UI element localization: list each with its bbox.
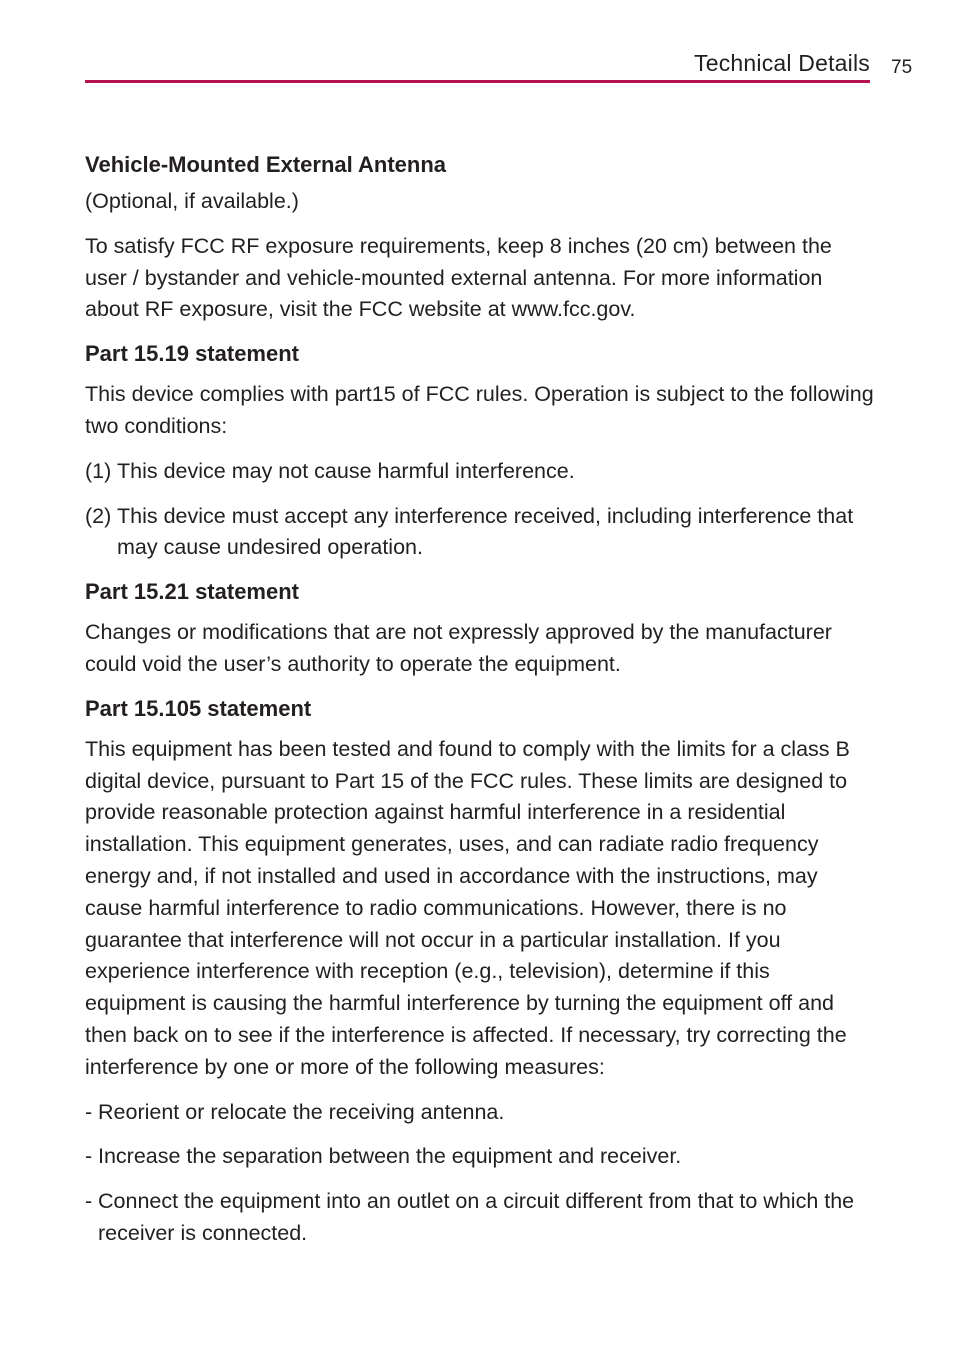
measure-marker: - (85, 1144, 93, 1169)
header-section-title: Technical Details (694, 50, 870, 76)
section-heading-part-15-19: Part 15.19 statement (85, 341, 299, 367)
condition-item (85, 501, 875, 565)
condition-text: This device must accept any interference received, including interference that may cause undesired operation. (117, 503, 854, 560)
section-part-15-21 (85, 577, 875, 681)
section-part-15-19 (85, 339, 875, 564)
condition-marker: (1) (85, 458, 112, 483)
condition-marker: (2) (85, 503, 112, 528)
measure-text: Connect the equipment into an outlet on a circuit different from that to which the receiver is connected. (98, 1189, 855, 1245)
measure-item (85, 1141, 875, 1173)
measure-marker: - (85, 1189, 93, 1214)
section-antenna (85, 150, 875, 326)
condition-text: This device may not cause harmful interference. (117, 458, 575, 483)
section-heading-part-15-21: Part 15.21 statement (85, 579, 299, 605)
part-15-105-body: This equipment has been tested and found to comply with the limits for a class B digital device, pursuant to Part 15 of the FCC rules. These limits are designed to provide reasonable protection against harmful interference in a residential installation. This equipment generates, uses, and can radiate radio frequency energy and, if not installed and used in accordance with the instructions, may cause harmful interference to radio communications. However, there is no guarantee that interference will not occur in a particular installation. If you experience interference with reception (e.g., television), determine if this equipment is causing the harmful interference by turning the equipment off and then back on to see if the interference is affected. If necessary, try correcting the interference by one or more of the following measures: (85, 736, 850, 1079)
measure-item (85, 1186, 875, 1250)
page-content (85, 150, 875, 1263)
part-15-21-body: Changes or modifications that are not expressly approved by the manufacturer could void the user’s authority to operate the equipment. (85, 620, 832, 676)
measure-item (85, 1097, 875, 1129)
antenna-optional-note: (Optional, if available.) (85, 189, 299, 213)
section-heading-part-15-105: Part 15.105 statement (85, 695, 312, 721)
measure-text: Increase the separation between the equipment and receiver. (98, 1144, 682, 1169)
header-divider (85, 80, 870, 83)
page-number: 75 (891, 57, 913, 78)
page-header (85, 48, 870, 82)
part-15-19-body: This device complies with part15 of FCC rules. Operation is subject to the following two conditions: (85, 382, 874, 438)
measure-marker: - (85, 1099, 93, 1124)
measure-text: Reorient or relocate the receiving antenna. (98, 1099, 505, 1124)
section-heading-antenna: Vehicle-Mounted External Antenna (85, 152, 447, 177)
antenna-body: To satisfy FCC RF exposure requirements, keep 8 inches (20 cm) between the user / bystander and vehicle-mounted external antenna. For more information about RF exposure, visit the FCC website at www.fcc.gov. (85, 233, 832, 322)
condition-item (85, 456, 875, 488)
section-part-15-105 (85, 694, 875, 1250)
